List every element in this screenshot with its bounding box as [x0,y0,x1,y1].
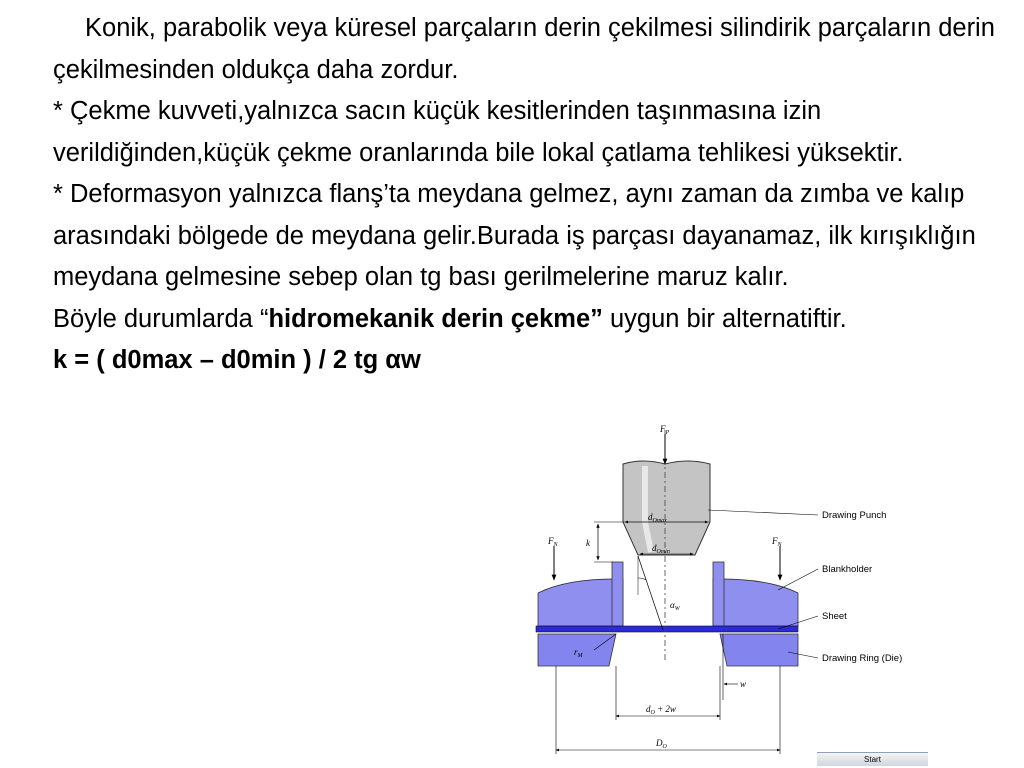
label-fp: $F_P$ [660,424,670,436]
blankholder-post-right [713,562,724,626]
leader-drawing-punch [708,510,818,515]
sheet [536,626,798,632]
label-d0-2w: $d_O + 2w$ [646,704,676,716]
label-blankholder: Blankholder [822,564,873,575]
formula: k = ( d0max – d0min ) / 2 tg αw [53,346,421,374]
leader-blankholder [778,569,818,590]
label-d0min: $d_{Omin}$ [652,543,670,555]
blankholder-post-left [612,562,623,626]
hydro-bold-term: hidromekanik derin çekme” [268,304,603,333]
hydro-suffix: uygun bir alternatiftir. [602,304,847,333]
diagram-svg [528,420,928,768]
deep-drawing-diagram [528,420,928,768]
label-fn-left: $F_N$ [548,536,558,548]
paragraph-hydromechanical [53,299,998,341]
paragraph-bullet-1: * Çekme kuvveti,yalnızca sacın küçük kesitlerinden taşınmasına izin verildiğinden,küçük çekme oranlarında bile lokal çatlama tehlikesi yüksektir. [53,97,904,167]
label-w: w [740,679,747,689]
paragraph-bullet-2: * Deformasyon yalnızca flanş’ta meydana gelmez, aynı zaman da zımba ve kalıp arasındaki bölgede de meydana gelir.Burada iş parçası dayanamaz, ilk kırışıklığın meydana gelmesine sebep olan tg bası gerilmelerine maruz kalır. [53,180,976,291]
slide-text [53,8,998,382]
label-d0max: $d_{Omax}$ [648,512,667,524]
drawing-ring-right [720,634,798,666]
label-k: k [586,538,590,548]
label-sheet: Sheet [822,611,847,622]
label-drawing-punch: Drawing Punch [822,510,887,521]
label-D0: $D_O$ [656,738,667,750]
label-alpha: $\alpha_W$ [670,600,680,612]
drawing-punch [623,461,710,555]
alpha-arc [638,578,646,580]
label-r: $r_M$ [574,647,583,659]
alpha-line [638,556,663,630]
paragraph-intro: Konik, parabolik veya küresel parçaların derin çekilmesi silindirik parçaların derin çekilmesinden oldukça daha zordur. [53,14,995,84]
hydro-prefix: Böyle durumlarda “ [53,304,269,333]
label-drawing-ring: Drawing Ring (Die) [822,653,903,664]
blankholder-left [538,579,623,626]
label-fn-right: $F_N$ [772,536,782,548]
start-button[interactable]: Start [817,752,928,766]
